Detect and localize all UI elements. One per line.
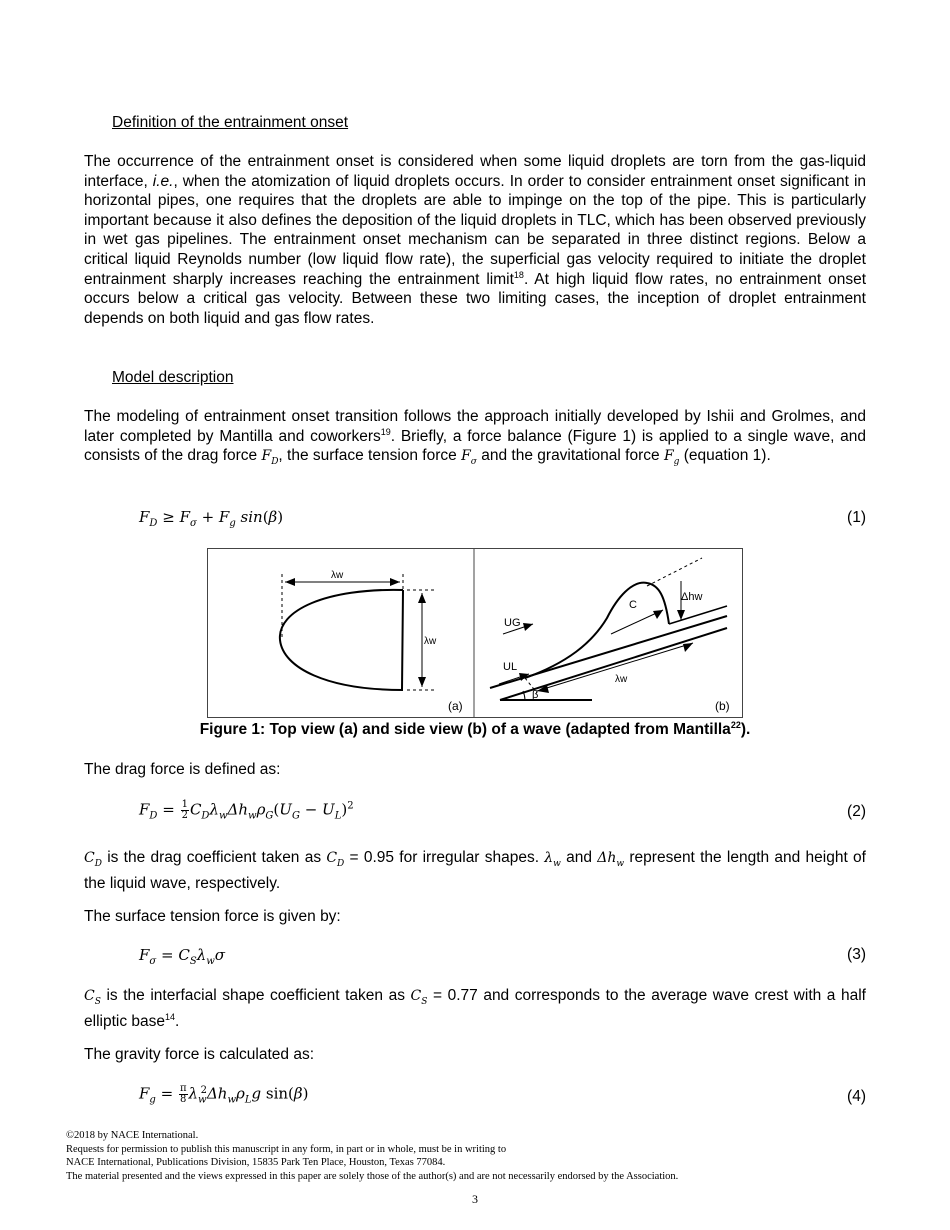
section-heading-entrainment-onset: Definition of the entrainment onset bbox=[112, 114, 349, 131]
figure-frame bbox=[208, 549, 743, 718]
footer-line-3: NACE International, Publications Division, 15835 Park Ten Place, Houston, Texas 77084. bbox=[66, 1157, 446, 1168]
equation-2-number: (2) bbox=[847, 803, 866, 820]
footer-line-1: ©2018 by NACE International. bbox=[66, 1130, 199, 1141]
lambda-w-label-side: λw bbox=[615, 674, 628, 685]
gravity-force-intro: The gravity force is calculated as: bbox=[84, 1046, 315, 1063]
footer-line-2: Requests for permission to publish this manuscript in any form, in part or in whole, must be in writing to bbox=[66, 1143, 507, 1155]
copyright-footer bbox=[66, 1129, 678, 1183]
section-heading-model-description: Model description bbox=[112, 369, 234, 386]
footer-line-4: The material presented and the views expressed in this paper are solely those of the author(s) and are not necessarily endorsed by the Association. bbox=[66, 1170, 679, 1182]
equation-2: $F_D$ = $\frac{1}{2}$ $C_D\lambda_w\Delta h_w\rho_G(U_G - U_L)^2$ bbox=[139, 799, 354, 822]
drag-coefficient-paragraph: $C_D$ is the drag coefficient taken as $C_D = 0.95$ for irregular shapes. $\lambda_w$ and $\Delta h_w$ represent the length and height of the liquid wave, respectively. bbox=[84, 849, 866, 893]
paragraph-entrainment-onset: The occurrence of the entrainment onset is considered when some liquid droplets are torn from the gas-liquid interface, i.e., when the atomization of liquid droplets occurs. In order to consider entrainment onset significant in horizontal pipes, one requires that the droplets are able to impinge on the top of the pipe. This is particularly important because it also defines the deposition of the liquid droplets in TLC, which has been observed previously in wet gas pipelines. The entrainment onset mechanism can be separated in three distinct regions. Below a critical liquid Reynolds number (low liquid flow rate), the superficial gas velocity required to initiate the droplet entrainment sharply increases reaching the entrainment limit$^{18}$. At high liquid flow rates, no entrainment onset occurs below a critical gas velocity. Between these two limiting cases, the inception of droplet entrainment depends on both liquid and gas flow rates. bbox=[84, 153, 867, 327]
ug-label: UG bbox=[504, 617, 521, 629]
delta-hw-label: Δhw bbox=[681, 591, 703, 603]
page-number: 3 bbox=[472, 1192, 478, 1206]
surface-tension-intro: The surface tension force is given by: bbox=[84, 908, 341, 925]
panel-b-label: (b) bbox=[715, 699, 730, 713]
equation-3: $F_\sigma = C_S\lambda_w\sigma$ bbox=[139, 946, 226, 967]
equation-4-number: (4) bbox=[847, 1088, 866, 1105]
equation-3-number: (3) bbox=[847, 946, 866, 963]
figure-1-wave-diagram bbox=[207, 548, 743, 718]
equation-1: $F_D \ge F_\sigma + F_g$ sin(β) bbox=[139, 508, 284, 529]
beta-label: β bbox=[532, 689, 539, 701]
paragraph-model-description: The modeling of entrainment onset transition follows the approach initially developed by Ishii and Grolmes, and later completed by Mantilla and coworkers$^{19}$. Briefly, a force balance (Figure 1) is applied to a single wave, and consists of the drag force $F_D$, the surface tension force $F_\sigma$ and the gravitational force $F_g$ (equation 1). bbox=[84, 408, 867, 467]
c-label: C bbox=[629, 599, 637, 611]
shape-coefficient-paragraph: $C_S$ is the interfacial shape coefficient taken as $C_S = 0.77$ and corresponds to the average wave crest with a half elliptic base$^{14}$. bbox=[84, 987, 866, 1031]
ul-label: UL bbox=[503, 661, 518, 673]
equation-4: $F_g$ = $\frac{\pi}{8}$ $\lambda_w^2\Delta h_w\rho_Lg$ sin(β) bbox=[139, 1083, 309, 1106]
panel-a-label: (a) bbox=[448, 699, 463, 713]
lambda-w-label-vertical: λw bbox=[424, 636, 437, 647]
drag-force-intro: The drag force is defined as: bbox=[84, 761, 281, 778]
equation-1-number: (1) bbox=[847, 509, 866, 526]
figure-1-caption: Figure 1: Top view (a) and side view (b) of a wave (adapted from Mantilla$^{22}$). bbox=[199, 720, 751, 739]
lambda-w-label-horizontal: λw bbox=[331, 570, 344, 581]
